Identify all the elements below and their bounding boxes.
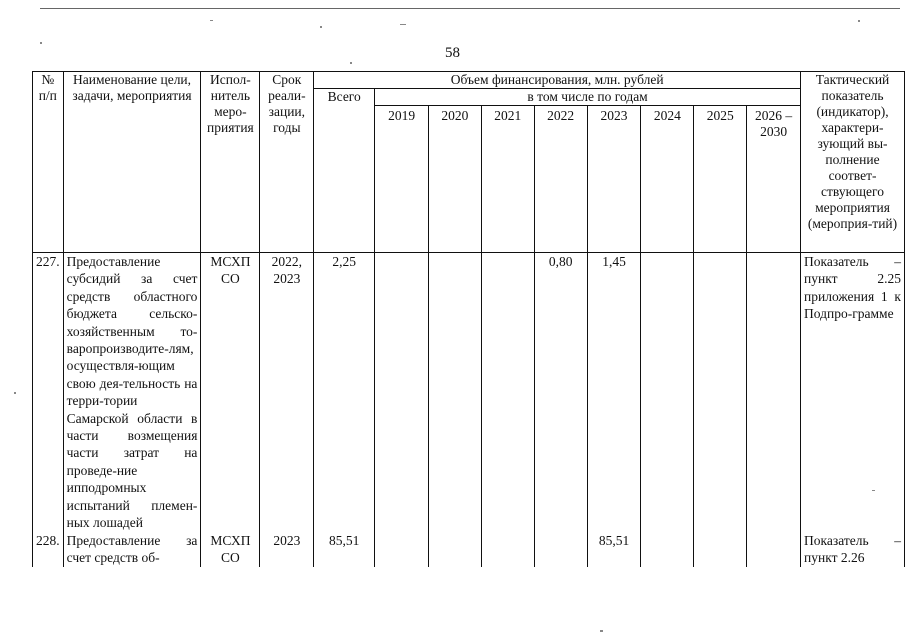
row-indicator: Показатель – пункт 2.25 приложения 1 к Подпро-грамме — [801, 253, 905, 532]
row-name: Предоставление субсидий за счет средств областного бюджета сельско-хозяйственным то-варопроизводите-лям, осуществля-ющим свою дея-тельность на терри-тории Самарской области в части возмещения части затрат на проведе-ние ипподромных испытаний племен-ных лошадей — [63, 253, 201, 532]
header-num: № п/п — [33, 72, 64, 253]
row-year-2024 — [641, 253, 694, 532]
header-by-years: в том числе по годам — [375, 89, 801, 106]
header-year-2021: 2021 — [481, 106, 534, 253]
scan-speck — [320, 26, 322, 28]
scan-speck — [872, 490, 875, 491]
row-year-2019 — [375, 253, 429, 532]
header-indicator: Тактический показатель (индикатор), характери-зующий вы-полнение соответ-ствующего мероприятия (мероприя-тий) — [801, 72, 905, 253]
row-year-2023: 85,51 — [587, 532, 641, 567]
header-year-2023: 2023 — [587, 106, 641, 253]
row-total: 2,25 — [314, 253, 375, 532]
row-num: 228. — [33, 532, 64, 567]
scan-speck — [858, 20, 860, 22]
header-year-2020: 2020 — [429, 106, 482, 253]
table-row — [33, 532, 905, 567]
header-year-2019: 2019 — [375, 106, 429, 253]
row-executor: МСХП СО — [201, 532, 260, 567]
header-term: Срок реали-зации, годы — [260, 72, 314, 253]
page-number: 58 — [445, 45, 460, 61]
scan-speck — [210, 20, 213, 21]
financing-table — [32, 71, 905, 567]
row-year-2026-2030 — [747, 532, 801, 567]
header-row-1 — [33, 72, 905, 89]
scan-speck — [14, 392, 16, 394]
header-name: Наименование цели, задачи, мероприятия — [63, 72, 201, 253]
scan-speck — [350, 62, 352, 64]
row-year-2022: 0,80 — [534, 253, 587, 532]
row-name: Предоставление за счет средств об- — [63, 532, 201, 567]
scan-speck — [400, 24, 406, 25]
row-year-2023: 1,45 — [587, 253, 641, 532]
table-row — [33, 253, 905, 532]
row-year-2019 — [375, 532, 429, 567]
row-year-2025 — [694, 253, 747, 532]
header-year-2025: 2025 — [694, 106, 747, 253]
row-year-2024 — [641, 532, 694, 567]
row-year-2022 — [534, 532, 587, 567]
scan-speck — [600, 630, 603, 632]
row-year-2021 — [481, 532, 534, 567]
row-total: 85,51 — [314, 532, 375, 567]
row-term: 2022, 2023 — [260, 253, 314, 532]
header-year-2026-2030: 2026 – 2030 — [747, 106, 801, 253]
header-total: Всего — [314, 89, 375, 253]
header-executor: Испол-нитель меро-приятия — [201, 72, 260, 253]
scan-speck — [40, 42, 42, 44]
row-num: 227. — [33, 253, 64, 532]
header-financing: Объем финансирования, млн. рублей — [314, 72, 801, 89]
row-term: 2023 — [260, 532, 314, 567]
scan-top-line — [40, 8, 900, 9]
header-year-2022: 2022 — [534, 106, 587, 253]
header-year-2024: 2024 — [641, 106, 694, 253]
row-year-2025 — [694, 532, 747, 567]
row-year-2020 — [429, 532, 482, 567]
row-executor: МСХП СО — [201, 253, 260, 532]
row-year-2021 — [481, 253, 534, 532]
row-year-2020 — [429, 253, 482, 532]
row-indicator: Показатель – пункт 2.26 — [801, 532, 905, 567]
row-year-2026-2030 — [747, 253, 801, 532]
